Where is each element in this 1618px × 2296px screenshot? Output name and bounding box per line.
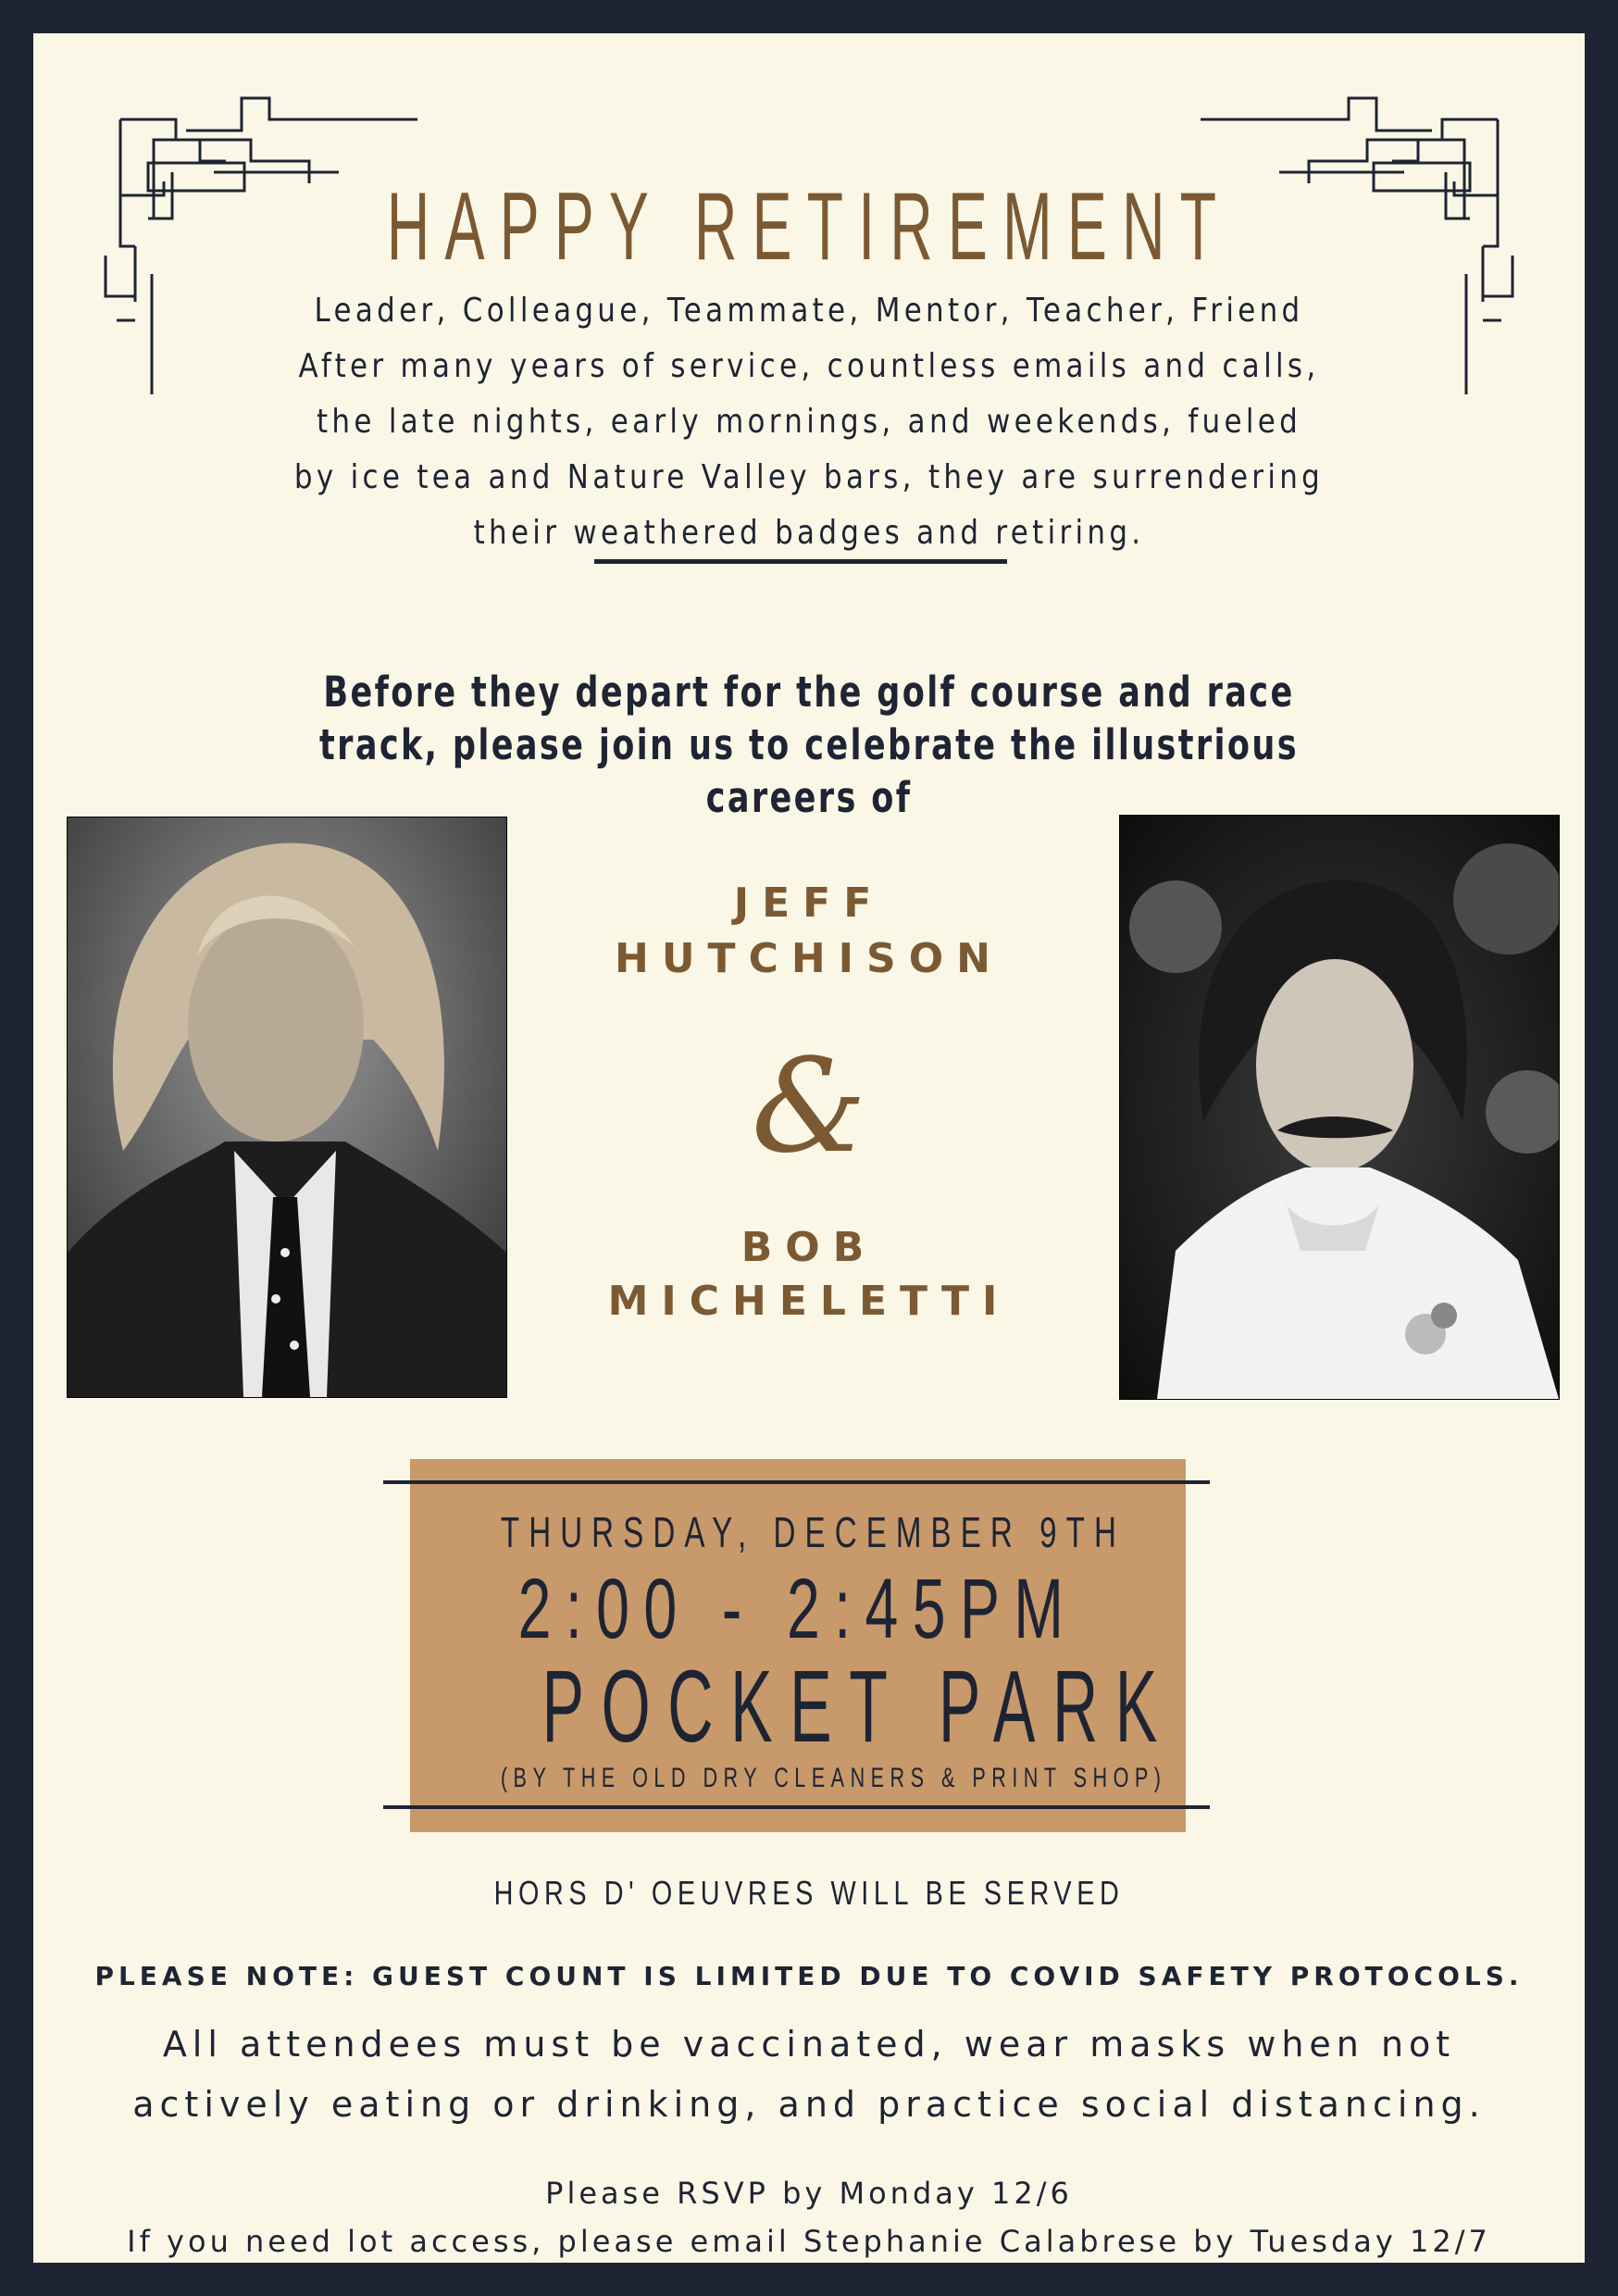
- intro-line: the late nights, early mornings, and weekends, fueled: [316, 403, 1302, 441]
- rsvp-text: Please RSVP by Monday 12/6: [545, 2176, 1073, 2211]
- honoree-last-name: HUTCHISON: [615, 935, 1003, 982]
- photo-jeff-hutchison: [67, 817, 507, 1398]
- intro-line: After many years of service, countless emails and calls,: [298, 347, 1320, 385]
- invitation-line: track, please join us to celebrate the illustrious: [319, 720, 1299, 769]
- honoree-last-name: MICHELETTI: [607, 1278, 1011, 1325]
- divider: [383, 1805, 1210, 1809]
- invitation-page: [33, 33, 1585, 2263]
- event-time: 2:00 - 2:45PM: [517, 1562, 1078, 1656]
- intro-paragraph: [142, 283, 1475, 561]
- invitation-line: Before they depart for the golf course and race: [323, 668, 1295, 717]
- divider: [594, 559, 1007, 564]
- covid-note: PLEASE NOTE: GUEST COUNT IS LIMITED DUE TO COVID SAFETY PROTOCOLS.: [94, 1961, 1524, 1991]
- invitation-line: careers of: [705, 773, 913, 822]
- intro-line: by ice tea and Nature Valley bars, they are surrendering: [293, 458, 1325, 496]
- covid-requirements: [33, 2015, 1585, 2135]
- event-date: THURSDAY, DECEMBER 9TH: [500, 1508, 1126, 1556]
- ampersand: &: [751, 1031, 867, 1182]
- honoree-first-name: BOB: [741, 1224, 877, 1271]
- intro-line: their weathered badges and retiring.: [473, 514, 1145, 552]
- honoree-first-name: JEFF: [733, 880, 885, 927]
- page-title: HAPPY RETIREMENT: [386, 173, 1232, 281]
- lot-access-text: If you need lot access, please email Stephanie Calabrese by Tuesday 12/7: [127, 2224, 1491, 2259]
- photo-bob-micheletti: [1119, 815, 1560, 1400]
- requirements-line: actively eating or drinking, and practice social distancing.: [132, 2084, 1486, 2125]
- invitation-text: [204, 666, 1413, 824]
- event-location: POCKET PARK: [541, 1650, 1175, 1764]
- intro-line: Leader, Colleague, Teammate, Mentor, Teacher, Friend: [314, 292, 1304, 330]
- food-note: HORS D' OEUVRES WILL BE SERVED: [493, 1874, 1125, 1912]
- event-location-note: (BY THE OLD DRY CLEANERS & PRINT SHOP): [500, 1763, 1167, 1793]
- divider: [383, 1480, 1210, 1484]
- requirements-line: All attendees must be vaccinated, wear masks when not: [162, 2024, 1456, 2065]
